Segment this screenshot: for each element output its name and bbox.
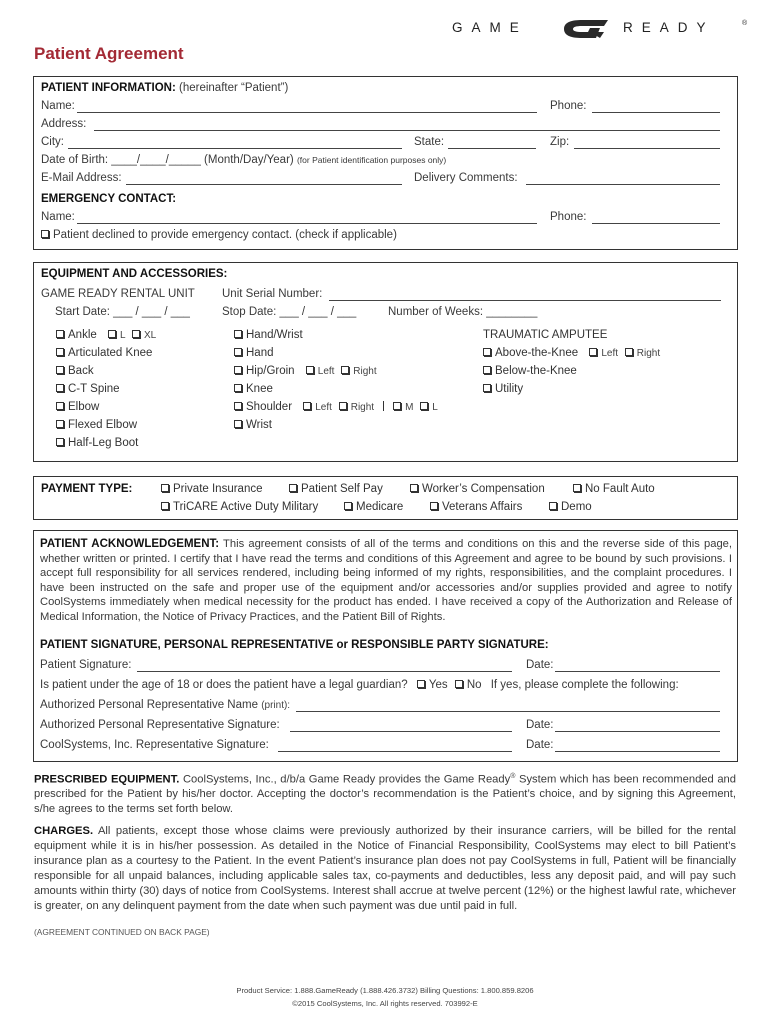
patient-signature-field[interactable] <box>137 671 512 672</box>
checkbox-icon[interactable] <box>483 384 491 392</box>
checkbox-icon[interactable] <box>234 420 242 428</box>
email-label: E-Mail Address: <box>41 172 122 184</box>
page-title: Patient Agreement <box>34 44 184 63</box>
acknowledgement-section <box>33 530 738 762</box>
checkbox-icon[interactable] <box>234 348 242 356</box>
guardian-no-checkbox[interactable]: No <box>455 679 482 691</box>
option-half-leg-boot[interactable]: Half-Leg Boot <box>56 437 138 449</box>
checkbox-icon[interactable] <box>420 402 428 410</box>
checkbox-icon[interactable] <box>341 366 349 374</box>
option-below-the-knee[interactable]: Below-the-Knee <box>483 365 577 377</box>
checkbox-icon[interactable] <box>625 348 633 356</box>
checkbox-icon[interactable] <box>289 484 297 492</box>
zip-field[interactable] <box>574 148 720 149</box>
auth-rep-signature-label: Authorized Personal Representative Signature: <box>40 719 280 731</box>
checkbox-icon[interactable] <box>234 402 242 410</box>
option-above-the-knee[interactable]: Above-the-Knee Left Right <box>483 347 660 359</box>
signature-header: PATIENT SIGNATURE, PERSONAL REPRESENTATIVE or RESPONSIBLE PARTY SIGNATURE: <box>40 639 549 651</box>
option-hand-wrist[interactable]: Hand/Wrist <box>234 329 303 341</box>
date-label: Date: <box>526 719 554 731</box>
payment-veterans-affairs[interactable]: Veterans Affairs <box>430 501 522 513</box>
coolsystems-date-field[interactable] <box>555 751 720 752</box>
option-elbow[interactable]: Elbow <box>56 401 99 413</box>
delivery-comments-label: Delivery Comments: <box>414 172 518 184</box>
checkbox-icon[interactable] <box>589 348 597 356</box>
checkbox-icon[interactable] <box>410 484 418 492</box>
checkbox-icon[interactable] <box>430 502 438 510</box>
option-hand[interactable]: Hand <box>234 347 274 359</box>
emergency-contact-header: EMERGENCY CONTACT: <box>41 193 177 205</box>
charges-paragraph: CHARGES. All patients, except those whose claims were previously authorized by their insurance carriers, will be billed for the rental equipment while it is in his/her possession. As detailed in the Notice of Financial Responsibility, CoolSystems may elect to bill Patient’s insurance plan as a courtesy to the Patient. In the event Patient’s insurance plan does not pay CoolSystems in full, Patient will be financially responsible for all unpaid balances, including applicable sales tax, co-payments and deductibles, less any deposit paid, and will pay such amounts within thirty (30) days of notice from CoolSystems. Interest shall accrue at twelve percent (12%) or the highest lawful rate, whichever is greater, on any delinquent payment from the date when such payment was due until paid in full. <box>34 825 736 913</box>
payment-no-fault-auto[interactable]: No Fault Auto <box>573 483 655 495</box>
checkbox-icon[interactable] <box>56 402 64 410</box>
state-field[interactable] <box>448 148 536 149</box>
payment-private-insurance[interactable]: Private Insurance <box>161 483 263 495</box>
footer-contact: Product Service: 1.888.GameReady (1.888.426.3732) Billing Questions: 1.800.859.8206 <box>236 986 534 995</box>
checkbox-icon[interactable] <box>306 366 314 374</box>
auth-rep-name-field[interactable] <box>296 711 720 712</box>
emergency-name-field[interactable] <box>77 223 537 224</box>
checkbox-icon[interactable] <box>56 384 64 392</box>
brand-game-text: GAME <box>452 20 528 35</box>
checkbox-icon[interactable] <box>393 402 401 410</box>
option-ankle[interactable]: Ankle L XL <box>56 329 156 341</box>
option-utility[interactable]: Utility <box>483 383 523 395</box>
patient-signature-date-field[interactable] <box>555 671 720 672</box>
checkbox-icon[interactable] <box>455 680 463 688</box>
game-ready-mark-icon <box>560 19 612 39</box>
acknowledgement-paragraph: PATIENT ACKNOWLEDGEMENT: This agreement consists of all of the terms and conditions on this and the reverse side of this page, whether written or printed. I certify that I have read the terms and conditions of this Agreement and agree to be bound by such provisions. I accept full responsibility for all services rendered, including being informed of my rights, responsibilities, and the complaint procedures. I have been instructed on the safe and proper use of the equipment and/or accessories and/or supplies provided and agree to notify CoolSystems immediately when medical necessity for the product has ended. I have received a copy of the Authorization and Release of Medical Information, the Notice of Privacy Practices, and the Patient Bill of Rights. <box>40 538 732 623</box>
emergency-phone-label: Phone: <box>550 211 587 223</box>
checkbox-icon[interactable] <box>573 484 581 492</box>
checkbox-icon[interactable] <box>56 348 64 356</box>
patient-information-section <box>33 76 738 250</box>
stop-date-field[interactable]: Stop Date: ___ / ___ / ___ <box>222 306 357 318</box>
coolsystems-signature-field[interactable] <box>278 751 512 752</box>
emergency-phone-field[interactable] <box>592 223 720 224</box>
checkbox-icon[interactable] <box>234 384 242 392</box>
checkbox-icon[interactable] <box>56 438 64 446</box>
city-field[interactable] <box>68 148 402 149</box>
address-field[interactable] <box>94 130 720 131</box>
equipment-section <box>33 262 738 462</box>
date-of-birth-field[interactable]: Date of Birth: ____/____/_____ (Month/Day/Year) (for Patient identification purposes only) <box>41 154 447 166</box>
phone-label: Phone: <box>550 100 587 112</box>
checkbox-icon[interactable] <box>108 330 116 338</box>
checkbox-icon[interactable] <box>56 420 64 428</box>
brand-logo <box>452 20 752 38</box>
checkbox-icon[interactable] <box>161 502 169 510</box>
traumatic-amputee-header: TRAUMATIC AMPUTEE <box>483 329 608 341</box>
option-back[interactable]: Back <box>56 365 94 377</box>
option-wrist[interactable]: Wrist <box>234 419 272 431</box>
city-label: City: <box>41 136 64 148</box>
option-flexed-elbow[interactable]: Flexed Elbow <box>56 419 137 431</box>
checkbox-icon[interactable] <box>344 502 352 510</box>
option-articulated-knee[interactable]: Articulated Knee <box>56 347 152 359</box>
number-of-weeks-field[interactable]: Number of Weeks: ________ <box>388 306 538 318</box>
option-hip-groin[interactable]: Hip/Groin Left Right <box>234 365 377 377</box>
checkbox-icon[interactable] <box>339 402 347 410</box>
checkbox-icon[interactable] <box>56 366 64 374</box>
phone-field[interactable] <box>592 112 720 113</box>
emergency-name-label: Name: <box>41 211 75 223</box>
name-label: Name: <box>41 100 75 112</box>
coolsystems-signature-label: CoolSystems, Inc. Representative Signature: <box>40 739 269 751</box>
delivery-comments-field[interactable] <box>526 184 720 185</box>
divider <box>383 401 385 411</box>
guardian-question: Is patient under the age of 18 or does the patient have a legal guardian? Yes No If yes, please complete the following: <box>40 679 679 691</box>
footer-copyright: ©2015 CoolSystems, Inc. All rights reserved. 703992-E <box>292 999 478 1008</box>
serial-number-field[interactable] <box>329 300 721 301</box>
address-label: Address: <box>41 118 87 130</box>
option-ct-spine[interactable]: C-T Spine <box>56 383 120 395</box>
checkbox-icon[interactable] <box>303 402 311 410</box>
guardian-yes-checkbox[interactable]: Yes <box>417 679 448 691</box>
brand-ready-text: READY <box>623 20 715 35</box>
registered-mark: ® <box>742 20 748 27</box>
auth-rep-signature-field[interactable] <box>290 731 512 732</box>
prescribed-equipment-paragraph: PRESCRIBED EQUIPMENT. CoolSystems, Inc., d/b/a Game Ready provides the Game Ready® System which has been recommended and prescribed for the Patient by his/her doctor. Accepting the doctor’s recommendation is the Patient’s choice, and by signing this Agreement, s/he agrees to the terms set forth below. <box>34 773 737 815</box>
checkbox-icon[interactable] <box>161 484 169 492</box>
auth-rep-date-field[interactable] <box>555 731 720 732</box>
date-label: Date: <box>526 659 554 671</box>
state-label: State: <box>414 136 445 148</box>
start-date-field[interactable]: Start Date: ___ / ___ / ___ <box>55 306 190 318</box>
declined-emergency-checkbox[interactable]: Patient declined to provide emergency contact. (check if applicable) <box>41 229 397 241</box>
serial-number-label: Unit Serial Number: <box>222 288 323 300</box>
date-label: Date: <box>526 739 554 751</box>
payment-tricare[interactable]: TriCARE Active Duty Military <box>161 501 318 513</box>
checkbox-icon[interactable] <box>417 680 425 688</box>
checkbox-icon[interactable] <box>234 330 242 338</box>
checkbox-icon[interactable] <box>483 348 491 356</box>
payment-self-pay[interactable]: Patient Self Pay <box>289 483 383 495</box>
payment-type-section <box>33 476 738 520</box>
payment-medicare[interactable]: Medicare <box>344 501 403 513</box>
checkbox-icon[interactable] <box>132 330 140 338</box>
zip-label: Zip: <box>550 136 570 148</box>
checkbox-icon[interactable] <box>483 366 491 374</box>
payment-demo[interactable]: Demo <box>549 501 592 513</box>
option-knee[interactable]: Knee <box>234 383 273 395</box>
name-field[interactable] <box>77 112 537 113</box>
continued-note: (AGREEMENT CONTINUED ON BACK PAGE) <box>34 927 210 937</box>
equipment-header: EQUIPMENT AND ACCESSORIES: <box>41 268 228 280</box>
auth-rep-name-label: Authorized Personal Representative Name (print): <box>40 699 291 711</box>
checkbox-icon[interactable] <box>56 330 64 338</box>
checkbox-icon[interactable] <box>41 230 49 238</box>
payment-workers-comp[interactable]: Worker’s Compensation <box>410 483 545 495</box>
payment-type-header: PAYMENT TYPE: <box>41 483 133 495</box>
checkbox-icon[interactable] <box>549 502 557 510</box>
checkbox-icon[interactable] <box>234 366 242 374</box>
rental-unit-label: GAME READY RENTAL UNIT <box>41 288 195 300</box>
patient-signature-label: Patient Signature: <box>40 659 132 671</box>
email-field[interactable] <box>126 184 402 185</box>
option-shoulder[interactable]: Shoulder Left Right M L <box>234 401 438 413</box>
patient-info-header: PATIENT INFORMATION: (hereinafter “Patient”) <box>41 82 289 94</box>
